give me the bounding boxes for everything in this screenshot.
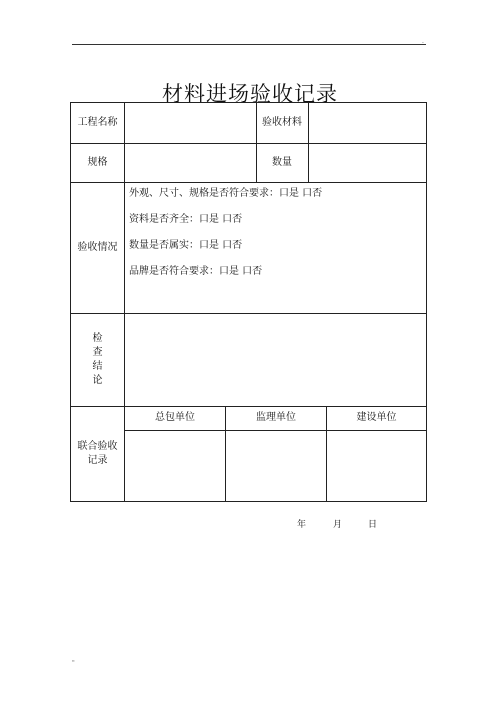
unit-owner: 建设单位 — [356, 412, 397, 423]
page-title: 材料进场验收记录 — [162, 82, 338, 106]
date-month: 月 — [333, 520, 343, 530]
check-documents[interactable]: 资料是否齐全：口是 口否 — [129, 214, 243, 225]
check-appearance[interactable]: 外观、尺寸、规格是否符合要求：口是 口否 — [129, 188, 323, 199]
header-mark: . — [422, 38, 424, 45]
unit-supervisor: 监理单位 — [256, 412, 296, 423]
conclusion-char: 查 — [92, 346, 103, 358]
inspection-label: 验收情况 — [77, 241, 118, 253]
owner-signature[interactable] — [327, 431, 425, 500]
general-contractor-signature[interactable] — [125, 431, 225, 500]
footer-mark: " — [72, 660, 75, 667]
supervisor-signature[interactable] — [226, 431, 326, 500]
conclusion-field[interactable] — [125, 314, 425, 405]
quantity-field[interactable] — [309, 144, 425, 181]
check-brand[interactable]: 品牌是否符合要求：口是 口否 — [129, 266, 263, 277]
unit-general-contractor: 总包单位 — [155, 412, 195, 423]
spec-field[interactable] — [125, 144, 255, 181]
conclusion-char: 论 — [92, 374, 103, 386]
joint-label-line: 联合验收 — [77, 440, 118, 452]
conclusion-label — [71, 313, 124, 406]
project-name-field[interactable] — [125, 104, 255, 142]
conclusion-char: 结 — [92, 360, 103, 372]
inspection-form — [70, 102, 427, 502]
quantity-label: 数量 — [272, 156, 292, 168]
spec-label: 规格 — [87, 156, 108, 168]
date-day: 日 — [368, 520, 378, 530]
check-quantity[interactable]: 数量是否属实：口是 口否 — [129, 240, 243, 251]
date-year: 年 — [297, 520, 307, 530]
joint-label — [71, 406, 124, 501]
joint-label-line: 记录 — [87, 454, 108, 466]
material-label: 验收材料 — [262, 117, 302, 128]
header-rule — [72, 44, 426, 45]
project-name-label: 工程名称 — [77, 117, 118, 128]
material-field[interactable] — [309, 104, 425, 142]
conclusion-char: 检 — [92, 332, 103, 344]
